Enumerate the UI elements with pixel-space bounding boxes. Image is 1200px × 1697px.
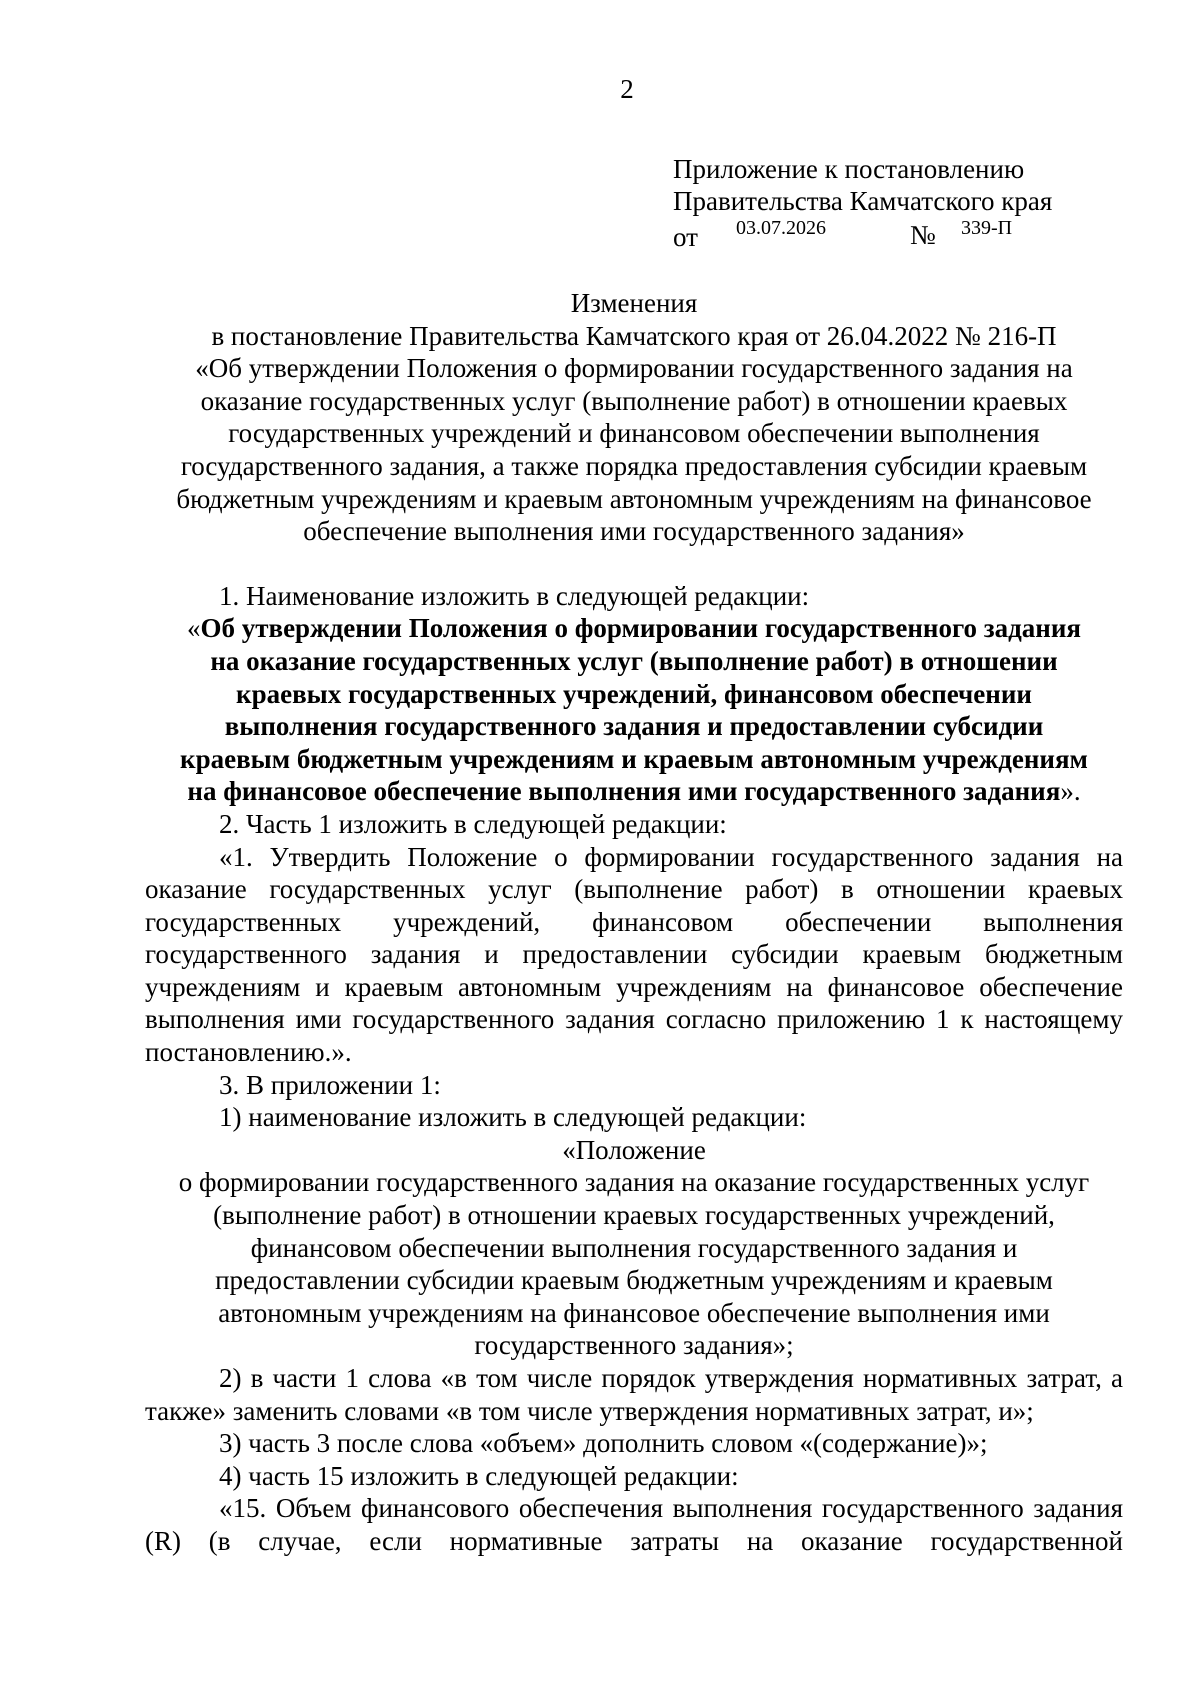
item-2-intro: 2. Часть 1 изложить в следующей редакции: [219, 808, 727, 839]
open-quote: « [186, 613, 201, 644]
regulation-title-line: о формировании государственного задания на оказание государственных услуг [178, 1167, 1090, 1198]
heading-line: обеспечение выполнения ими государственного задания» [303, 516, 965, 547]
appendix-date-line [673, 217, 1052, 251]
regulation-title-line: государственного задания»; [474, 1330, 794, 1361]
page-number: 2 [620, 74, 634, 104]
regulation-title-line: «Положение [562, 1134, 706, 1165]
regulation-title-line: автономным учреждениям на финансовое обеспечение выполнения ими [218, 1297, 1050, 1328]
appendix-number: 339-П [961, 217, 1013, 239]
bold-title-line: краевых государственных учреждений, финансовом обеспечении [236, 678, 1032, 709]
heading-line: бюджетным учреждениям и краевым автономным учреждениям на финансовое [176, 483, 1092, 514]
item-2-text: «1. Утвердить Положение о формировании государственного задания на оказание государственных услуг (выполнение работ) в отношении краевых государственных учреждений, финансовом обеспечении выполнения государственного задания и предоставлении субсидии краевым бюджетным учреждениям и краевым автономным учреждениям на финансовое обеспечение выполнения ими государственного задания согласно приложению 1 к настоящему постановлению.». [145, 841, 1123, 1068]
heading-line: «Об утверждении Положения о формировании государственного задания на [195, 353, 1073, 384]
item-3-sub-3: 3) часть 3 после слова «объем» дополнить словом «(содержание)»; [219, 1428, 988, 1459]
close-quote: ». [1060, 776, 1081, 807]
item-1-intro: 1. Наименование изложить в следующей редакции: [219, 580, 810, 611]
appendix-ot-label: от [673, 222, 698, 252]
item-1-bold-title [145, 612, 1123, 808]
appendix-number-sign: № [910, 220, 936, 250]
heading-line: государственных учреждений и финансовом обеспечении выполнения [228, 418, 1040, 449]
heading-title: Изменения [570, 288, 698, 318]
heading-line: оказание государственных услуг (выполнение работ) в отношении краевых [200, 385, 1068, 416]
regulation-title-line: предоставлении субсидии краевым бюджетным учреждениям и краевым [215, 1265, 1053, 1296]
document-body [145, 287, 1123, 1558]
item-3-sub-4-text: «15. Объем финансового обеспечения выполнения государственного задания (R) (в случае, если нормативные затраты на оказание государственной [145, 1493, 1123, 1556]
appendix-date: 03.07.2026 [736, 217, 826, 239]
regulation-title-line: финансовом обеспечении выполнения государственного задания и [250, 1232, 1018, 1263]
bold-title-line: выполнения государственного задания и предоставлении субсидии [224, 711, 1044, 742]
bold-title-line: краевым бюджетным учреждениям и краевым автономным учреждениям [180, 743, 1088, 774]
appendix-line-1: Приложение к постановлению [673, 154, 1025, 184]
item-3-intro: 3. В приложении 1: [219, 1069, 441, 1100]
regulation-title-line: (выполнение работ) в отношении краевых государственных учреждений, [213, 1200, 1055, 1231]
item-3-sub-2: 2) в части 1 слова «в том числе порядок утверждения нормативных затрат, а также» заменить словами «в том числе утверждения нормативных затрат, и»; [145, 1363, 1123, 1426]
bold-title-line: на финансовое обеспечение выполнения ими государственного задания [187, 776, 1061, 807]
item-3-sub-4: 4) часть 15 изложить в следующей редакции: [219, 1460, 739, 1491]
appendix-stamp [673, 153, 1052, 251]
heading-line: в постановление Правительства Камчатского края от 26.04.2022 № 216-П [211, 320, 1057, 351]
bold-title-line: на оказание государственных услуг (выполнение работ) в отношении [210, 645, 1058, 676]
bold-title-line: Об утверждении Положения о формировании государственного задания [200, 613, 1082, 644]
item-3-sub-1: 1) наименование изложить в следующей редакции: [219, 1102, 807, 1133]
appendix-line-2: Правительства Камчатского края [673, 186, 1053, 216]
spacer [145, 548, 1123, 580]
heading-line: государственного задания, а также порядка предоставления субсидии краевым [180, 450, 1088, 481]
